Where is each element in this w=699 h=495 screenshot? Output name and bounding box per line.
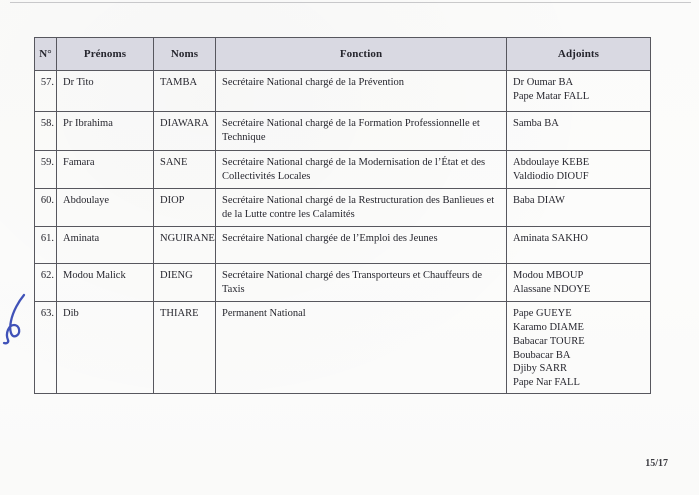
adjoint-name: Baba DIAW <box>513 195 565 206</box>
table-row <box>35 151 651 189</box>
page-number: 15/17 <box>645 458 668 469</box>
fonction-cell: Secrétaire National chargé de la Restructuration des Banlieues et de la Lutte contre les Calamités <box>216 189 507 227</box>
adjoint-name: Djiby SARR <box>513 363 567 375</box>
prenoms-cell: Abdoulaye <box>57 189 154 227</box>
noms-cell: NGUIRANE <box>154 227 216 264</box>
adjoint-name: Modou MBOUP <box>513 270 584 281</box>
row-number-cell: 61. <box>35 227 57 264</box>
row-number-cell: 63. <box>35 302 57 394</box>
adjoint-name: Valdiodio DIOUF <box>513 170 589 182</box>
officials-table <box>34 37 651 394</box>
adjoint-name: Alassane NDOYE <box>513 283 591 295</box>
header-noms: Noms <box>154 38 216 71</box>
adjoint-name: Karamo DIAME <box>513 321 584 333</box>
adjoint-name: Pape Nar FALL <box>513 377 580 389</box>
adjoint-name: Aminata SAKHO <box>513 233 588 244</box>
prenoms-cell: Dr Tito <box>57 71 154 112</box>
noms-cell: TAMBA <box>154 71 216 112</box>
noms-cell: DIAWARA <box>154 112 216 151</box>
adjoints-cell <box>507 151 651 189</box>
prenoms-cell: Dib <box>57 302 154 394</box>
prenoms-cell: Famara <box>57 151 154 189</box>
prenoms-cell: Aminata <box>57 227 154 264</box>
scan-edge-artifact <box>10 2 691 3</box>
table-body <box>35 71 651 394</box>
adjoints-cell <box>507 302 651 394</box>
table-row <box>35 189 651 227</box>
adjoints-cell <box>507 227 651 264</box>
noms-cell: SANE <box>154 151 216 189</box>
header-numero: N° <box>35 38 57 71</box>
handwritten-mark-icon <box>1 292 31 354</box>
row-number-cell: 62. <box>35 264 57 302</box>
noms-cell: THIARE <box>154 302 216 394</box>
adjoints-cell <box>507 189 651 227</box>
adjoint-name: Abdoulaye KEBE <box>513 157 590 168</box>
fonction-cell: Secrétaire National chargé de la Formation Professionnelle et Technique <box>216 112 507 151</box>
row-number-cell: 58. <box>35 112 57 151</box>
header-adjoints: Adjoints <box>507 38 651 71</box>
table-row <box>35 71 651 112</box>
row-number-cell: 60. <box>35 189 57 227</box>
adjoint-name: Pape Matar FALL <box>513 90 590 102</box>
header-prenoms: Prénoms <box>57 38 154 71</box>
table-row <box>35 302 651 394</box>
officials-table-container <box>34 37 651 394</box>
fonction-cell: Secrétaire National chargé de la Prévention <box>216 71 507 112</box>
fonction-cell: Secrétaire National chargé des Transporteurs et Chauffeurs de Taxis <box>216 264 507 302</box>
adjoint-name: Pape GUEYE <box>513 308 572 319</box>
adjoints-cell <box>507 264 651 302</box>
row-number-cell: 57. <box>35 71 57 112</box>
table-header-row <box>35 38 651 71</box>
adjoint-name: Samba BA <box>513 118 559 129</box>
adjoints-cell <box>507 112 651 151</box>
table-row <box>35 227 651 264</box>
fonction-cell: Permanent National <box>216 302 507 394</box>
prenoms-cell: Pr Ibrahima <box>57 112 154 151</box>
noms-cell: DIENG <box>154 264 216 302</box>
header-fonction: Fonction <box>216 38 507 71</box>
noms-cell: DIOP <box>154 189 216 227</box>
adjoint-name: Babacar TOURE <box>513 335 585 347</box>
table-row <box>35 264 651 302</box>
table-row <box>35 112 651 151</box>
row-number-cell: 59. <box>35 151 57 189</box>
fonction-cell: Secrétaire National chargé de la Modernisation de l’État et des Collectivités Locales <box>216 151 507 189</box>
adjoint-name: Boubacar BA <box>513 349 571 361</box>
adjoints-cell <box>507 71 651 112</box>
adjoint-name: Dr Oumar BA <box>513 77 574 88</box>
prenoms-cell: Modou Malick <box>57 264 154 302</box>
fonction-cell: Secrétaire National chargée de l’Emploi des Jeunes <box>216 227 507 264</box>
